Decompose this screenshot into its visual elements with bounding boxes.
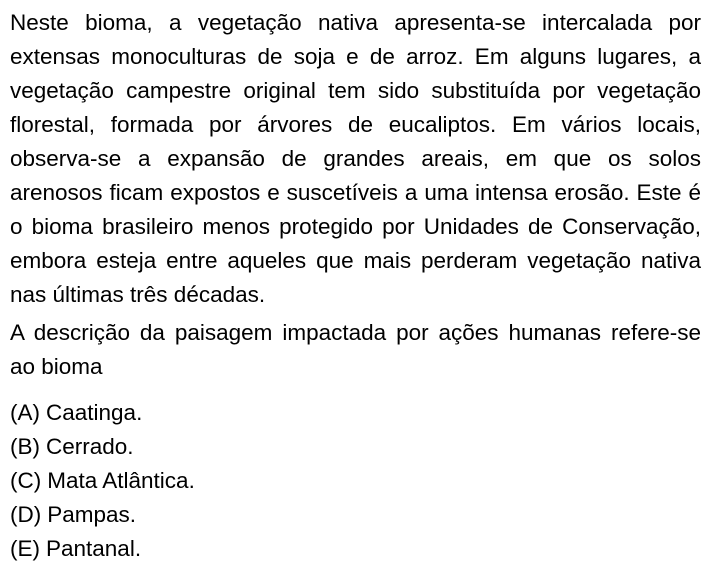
option-text: Mata Atlântica. bbox=[47, 468, 195, 493]
option-letter: (E) bbox=[10, 536, 40, 561]
option-letter: (A) bbox=[10, 400, 40, 425]
option-e bbox=[10, 532, 701, 566]
passage-text: Neste bioma, a vegetação nativa apresenta-se intercalada por extensas monoculturas de soja e de arroz. Em alguns lugares, a vegetação campestre original tem sido substituída por vegetação florestal, formada por árvores de eucaliptos. Em vários locais, observa-se a expansão de grandes areais, em que os solos arenosos ficam expostos e suscetíveis a uma intensa erosão. Este é o bioma brasileiro menos protegido por Unidades de Conservação, embora esteja entre aqueles que mais perderam vegetação nativa nas últimas três décadas. bbox=[10, 10, 701, 307]
option-text: Pampas. bbox=[47, 502, 137, 527]
option-letter: (B) bbox=[10, 434, 40, 459]
option-b bbox=[10, 430, 701, 464]
option-text: Caatinga. bbox=[46, 400, 143, 425]
option-text: Pantanal. bbox=[46, 536, 142, 561]
answer-options bbox=[10, 396, 701, 566]
question-stem: A descrição da paisagem impactada por ações humanas refere-se ao bioma bbox=[10, 320, 701, 379]
option-c bbox=[10, 464, 701, 498]
option-a bbox=[10, 396, 701, 430]
option-letter: (D) bbox=[10, 502, 42, 527]
option-letter: (C) bbox=[10, 468, 42, 493]
option-text: Cerrado. bbox=[46, 434, 134, 459]
option-d bbox=[10, 498, 701, 532]
